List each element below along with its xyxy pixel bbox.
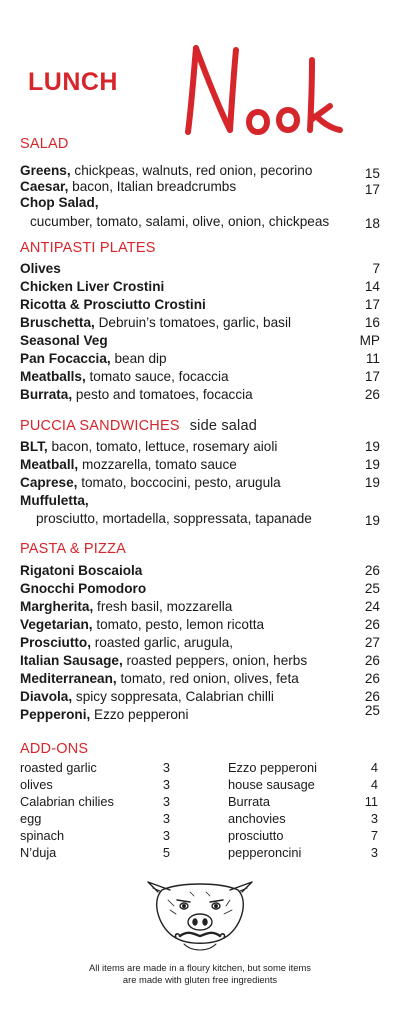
item-name: Mediterranean, <box>20 671 117 686</box>
section-title-salad: SALAD <box>20 136 69 152</box>
item-price: 26 <box>364 387 380 402</box>
item-name: Diavola, <box>20 689 73 704</box>
menu-item <box>20 492 380 510</box>
menu-item <box>20 386 380 404</box>
item-price: 19 <box>364 513 380 528</box>
item-price: 15 <box>364 166 380 181</box>
addon-name: spinach <box>20 828 65 843</box>
addon-price: 4 <box>370 760 378 775</box>
addon-item <box>20 810 170 827</box>
item-name: Italian Sausage, <box>20 653 123 668</box>
item-price: 26 <box>364 563 380 578</box>
item-desc: tomato sauce, focaccia <box>85 369 229 384</box>
menu-item <box>20 278 380 296</box>
menu-item-continuation <box>30 213 380 231</box>
item-desc: mozzarella, tomato sauce <box>78 457 237 472</box>
addon-price: 4 <box>370 777 378 792</box>
item-name: Caprese, <box>20 475 78 490</box>
item-price: 24 <box>364 599 380 614</box>
item-name: Prosciutto, <box>20 635 91 650</box>
item-price: 7 <box>372 261 380 276</box>
section-title-text: PUCCIA SANDWICHES <box>20 418 180 434</box>
item-name: Chop Salad, <box>20 195 99 210</box>
menu-item-continuation <box>36 510 380 528</box>
item-name: BLT, <box>20 439 48 454</box>
menu-item <box>20 438 380 456</box>
section-title-suffix: side salad <box>189 418 257 434</box>
addon-item <box>20 827 170 844</box>
item-price: 19 <box>364 475 380 490</box>
item-price: 19 <box>364 457 380 472</box>
item-desc: fresh basil, mozzarella <box>93 599 233 614</box>
item-price: 11 <box>365 351 380 366</box>
menu-item <box>20 350 380 368</box>
item-price: 14 <box>364 279 380 294</box>
item-desc: spicy soppresata, Calabrian chilli <box>72 689 274 704</box>
addon-price: 3 <box>370 811 378 826</box>
addon-price: 3 <box>162 811 170 826</box>
item-desc: tomato, red onion, olives, feta <box>116 671 299 686</box>
item-desc: bean dip <box>110 351 167 366</box>
item-desc: Debruin’s tomatoes, garlic, basil <box>94 315 291 330</box>
addon-price: 3 <box>162 794 170 809</box>
addon-price: 5 <box>162 845 170 860</box>
nook-logo <box>170 40 350 145</box>
item-desc: bacon, Italian breadcrumbs <box>68 179 237 194</box>
item-name: Muffuletta, <box>20 493 89 508</box>
addon-name: Burrata <box>228 794 270 809</box>
addon-item <box>228 759 378 776</box>
item-name: Margherita, <box>20 599 94 614</box>
menu-item <box>20 314 380 332</box>
item-price: 26 <box>364 689 380 704</box>
menu-item <box>20 332 380 350</box>
menu-item <box>20 616 380 634</box>
item-desc: roasted peppers, onion, herbs <box>122 653 308 668</box>
section-title-puccia <box>20 418 257 434</box>
item-desc: cucumber, tomato, salami, olive, onion, chickpeas <box>30 214 330 229</box>
addon-item <box>20 776 170 793</box>
item-desc: prosciutto, mortadella, soppressata, tapanade <box>36 511 312 526</box>
pig-illustration <box>140 880 260 960</box>
item-price: 27 <box>364 635 380 650</box>
item-name: Vegetarian, <box>20 617 93 632</box>
addon-name: olives <box>20 777 53 792</box>
addon-name: N’duja <box>20 845 57 860</box>
addon-name: egg <box>20 811 42 826</box>
addon-name: Ezzo pepperoni <box>228 760 317 775</box>
menu-item <box>20 368 380 386</box>
menu-item <box>20 598 380 616</box>
menu-item <box>20 194 380 212</box>
addon-price: 3 <box>370 845 378 860</box>
menu-item <box>20 580 380 598</box>
menu-item <box>20 456 380 474</box>
item-price: 17 <box>364 297 380 312</box>
addon-name: prosciutto <box>228 828 284 843</box>
item-price: 26 <box>364 653 380 668</box>
addon-name: house sausage <box>228 777 315 792</box>
addon-price: 3 <box>162 777 170 792</box>
item-name: Rigatoni Boscaiola <box>20 563 143 578</box>
addon-item <box>228 810 378 827</box>
footnote-line-2: are made with gluten free ingredients <box>122 974 278 985</box>
section-title-pasta: PASTA & PIZZA <box>20 541 127 557</box>
item-desc: chickpeas, walnuts, red onion, pecorino <box>70 163 313 178</box>
menu-item <box>20 688 380 706</box>
item-name: Meatball, <box>20 457 79 472</box>
addon-price: 3 <box>162 760 170 775</box>
item-price: 26 <box>364 617 380 632</box>
item-name: Seasonal Veg <box>20 333 108 348</box>
addon-name: pepperoncini <box>228 845 302 860</box>
addon-name: anchovies <box>228 811 286 826</box>
footnote-line-1: All items are made in a floury kitchen, but some items <box>89 962 311 973</box>
menu-item <box>20 296 380 314</box>
addon-price: 3 <box>162 828 170 843</box>
item-price: 18 <box>364 216 380 231</box>
item-name: Ricotta & Prosciutto Crostini <box>20 297 206 312</box>
item-price: 16 <box>364 315 380 330</box>
item-name: Meatballs, <box>20 369 86 384</box>
item-name: Bruschetta, <box>20 315 95 330</box>
addon-name: roasted garlic <box>20 760 97 775</box>
item-price: MP <box>359 333 380 348</box>
addon-item <box>228 827 378 844</box>
item-price: 17 <box>364 182 380 197</box>
addon-price: 7 <box>370 828 378 843</box>
addon-item <box>20 759 170 776</box>
item-name: Chicken Liver Crostini <box>20 279 165 294</box>
item-name: Greens, <box>20 163 71 178</box>
item-desc: roasted garlic, arugula, <box>91 635 234 650</box>
addon-item <box>228 776 378 793</box>
addon-name: Calabrian chilies <box>20 794 114 809</box>
menu-item <box>20 260 380 278</box>
item-desc: bacon, tomato, lettuce, rosemary aioli <box>47 439 278 454</box>
menu-item <box>20 652 380 670</box>
menu-item <box>20 474 380 492</box>
menu-item <box>20 562 380 580</box>
item-price: 25 <box>364 581 380 596</box>
item-name: Olives <box>20 261 61 276</box>
item-desc: tomato, pesto, lemon ricotta <box>92 617 265 632</box>
addon-item <box>20 844 170 861</box>
addon-price: 11 <box>364 794 378 809</box>
item-desc: pesto and tomatoes, focaccia <box>72 387 253 402</box>
menu-item <box>20 634 380 652</box>
item-name: Caesar, <box>20 179 69 194</box>
item-name: Pepperoni, <box>20 707 91 722</box>
section-title-addons: ADD-ONS <box>20 741 89 757</box>
item-name: Gnocchi Pomodoro <box>20 581 147 596</box>
item-price: 25 <box>364 703 380 718</box>
menu-item <box>20 670 380 688</box>
addon-item <box>20 793 170 810</box>
addon-item <box>228 793 378 810</box>
section-title-antipasti: ANTIPASTI PLATES <box>20 240 156 256</box>
addon-item <box>228 844 378 861</box>
item-price: 17 <box>364 369 380 384</box>
item-name: Burrata, <box>20 387 73 402</box>
item-price: 19 <box>364 439 380 454</box>
lunch-heading: LUNCH <box>28 68 118 96</box>
item-name: Pan Focaccia, <box>20 351 111 366</box>
menu-item <box>20 703 380 724</box>
item-desc: tomato, boccocini, pesto, arugula <box>77 475 281 490</box>
item-price: 26 <box>364 671 380 686</box>
item-desc: Ezzo pepperoni <box>90 707 189 722</box>
